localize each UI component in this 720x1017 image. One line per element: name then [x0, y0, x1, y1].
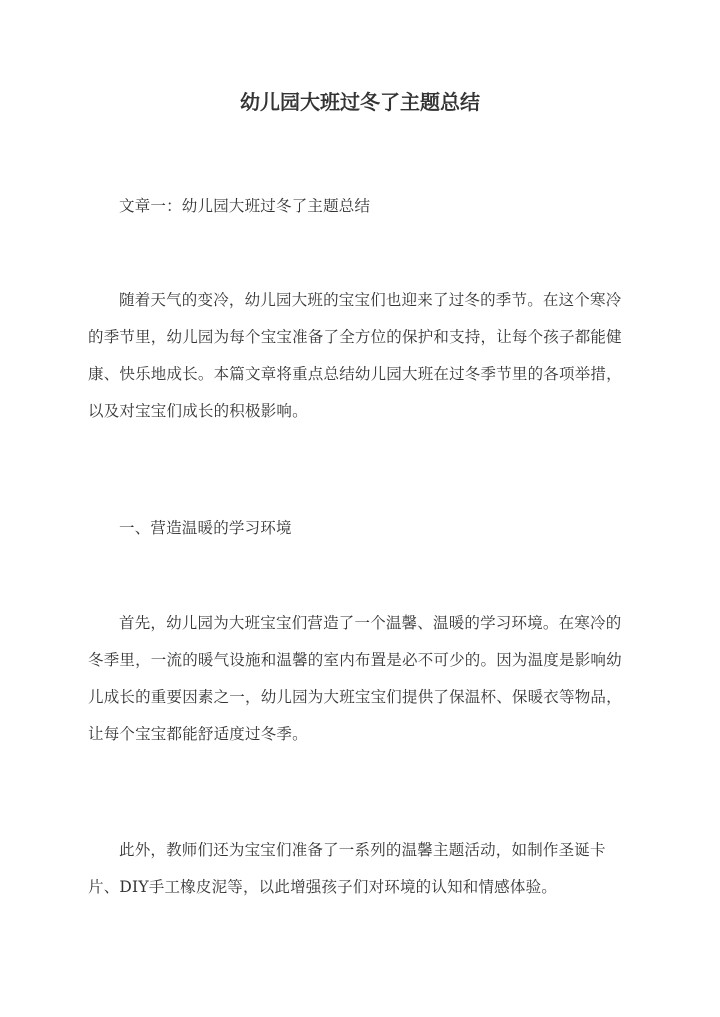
section-heading-1: 一、营造温暖的学习环境	[119, 519, 292, 537]
article-heading: 文章一：幼儿园大班过冬了主题总结	[119, 197, 371, 215]
section-1-paragraph-1: 首先，幼儿园为大班宝宝们营造了一个温馨、温暖的学习环境。在寒冷的冬季里，一流的暖气设施和温馨的室内布置是必不可少的。因为温度是影响幼儿成长的重要因素之一，幼儿园为大班宝宝们提供了保温杯、保暖衣等物品，让每个宝宝都能舒适度过冬季。	[88, 614, 622, 743]
section-1-paragraph-2: 此外，教师们还为宝宝们准备了一系列的温馨主题活动，如制作圣诞卡片、DIY手工橡皮泥等，以此增强孩子们对环境的认知和情感体验。	[88, 841, 606, 896]
document-title: 幼儿园大班过冬了主题总结	[240, 90, 480, 114]
intro-paragraph: 随着天气的变冷，幼儿园大班的宝宝们也迎来了过冬的季节。在这个寒冷的季节里，幼儿园为每个宝宝准备了全方位的保护和支持，让每个孩子都能健康、快乐地成长。本篇文章将重点总结幼儿园大班在过冬季节里的各项举措，以及对宝宝们成长的积极影响。	[88, 291, 622, 420]
